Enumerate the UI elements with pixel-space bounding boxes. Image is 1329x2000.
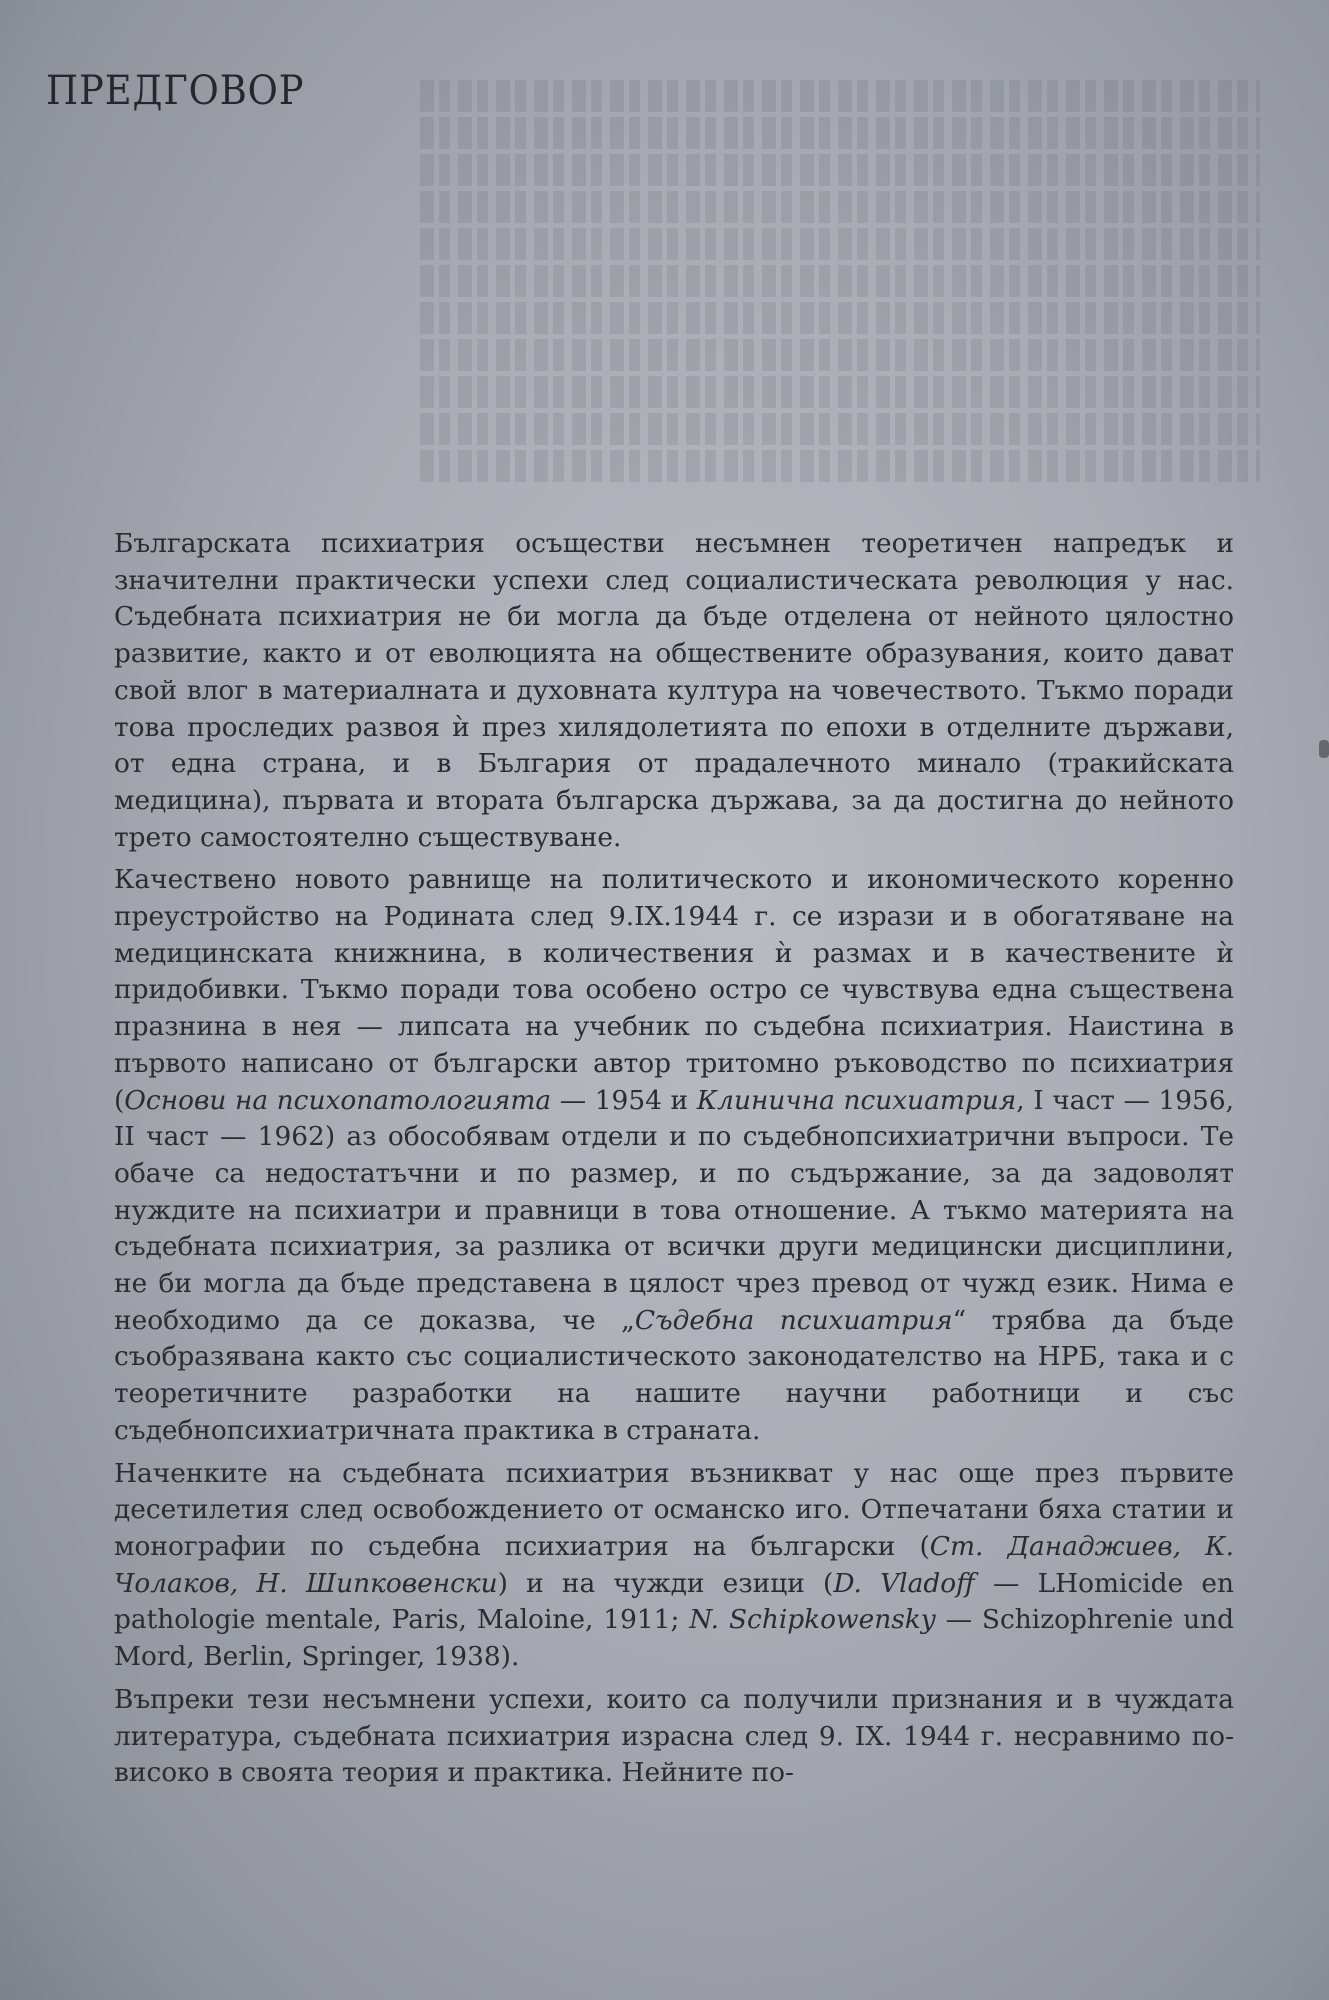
paragraph xyxy=(114,1682,1234,1792)
book-title: Основи на психопатологията xyxy=(124,1084,552,1116)
author-name: N. Schipkowensky xyxy=(689,1604,936,1636)
paragraph xyxy=(114,1456,1234,1676)
paragraph-text: Наченките на съдебната психиатрия възникват у нас още през първите десетилетия след освобождението от османско иго. Отпечатани бяха статии и монографии по съдебна психиатрия на български ( xyxy=(114,1457,1234,1562)
book-title: Клинична психиатрия xyxy=(696,1084,1017,1116)
paragraph xyxy=(114,526,1234,856)
page-mark xyxy=(1319,740,1329,758)
paragraph-text: Българската психиатрия осъществи несъмнен теоретичен напредък и значителни практически успехи след социалистическата революция у нас. Съдебната психиатрия не би могла да бъде отделена от нейното цялостно развитие, както и от еволюцията на обществените образувания, които дават свой влог в материалната и духовната култура на човечеството. Тъкмо поради това проследих развоя ѝ през хилядолетията по епохи в отделните държави, от една страна, и в България от прадалечното минало (тракийската медицина), първата и втората българска държава, за да достигна до нейното трето самостоятелно съществуване. xyxy=(114,528,1234,853)
paragraph-text: — 1954 и xyxy=(551,1084,697,1116)
page-title: ПРЕДГОВОР xyxy=(46,68,305,114)
paragraph-text: — Schizophrenie und Mord, Berlin, Springer, 1938). xyxy=(114,1604,1234,1673)
paragraph xyxy=(114,862,1234,1449)
paragraph-text: Въпреки тези несъмнени успехи, които са получили признания и в чуждата литература, съдебната психиатрия израсна след 9. IX. 1944 г. несравнимо по-високо в своята теория и практика. Нейните по- xyxy=(114,1683,1234,1789)
author-name: D. Vladoff xyxy=(833,1567,975,1599)
paragraph-text: ) и на чужди езици ( xyxy=(497,1567,834,1599)
author-names: Ст. Данаджиев, К. Чолаков, Н. Шипковенски xyxy=(114,1530,1234,1599)
show-through-text xyxy=(420,80,1260,500)
body-text xyxy=(114,526,1234,1792)
paragraph-text: “ трябва да бъде съобразявана както със социалистическото законодателство на НРБ, така и с теоретичните разработки на нашите научни работници и със съдебнопсихиатричната практика в страната. xyxy=(114,1304,1235,1446)
paragraph-text: Качествено новото равнище на политическото и икономическото коренно преустройство на Родината след 9.IX.1944 г. се изрази и в обогатяване на медицинската книжнина, в количествения ѝ размах и в качествените ѝ придобивки. Тъкмо поради това особено остро се чувствува една съществена празнина в нея — липсата на учебник по съдебна психиатрия. Наистина в първото написано от български автор тритомно ръководство по психиатрия ( xyxy=(114,864,1234,1116)
paragraph-text: , I част — 1956, II част — 1962) аз обособявам отдели и по съдебнопсихиатрични въпроси. Те обаче са недостатъчни и по размер, и по съдържание, за да задоволят нуждите на психиатри и правници в това отношение. А тъкмо материята на съдебната психиатрия, за разлика от всички други медицински дисциплини, не би могла да бъде представена в цялост чрез превод от чужд език. Нима е необходимо да се доказва, че „ xyxy=(114,1084,1235,1336)
paragraph-text: — LHomicide en pathologie mentale, Paris, Maloine, 1911; xyxy=(114,1567,1234,1636)
book-title: Съдебна психиатрия xyxy=(634,1304,953,1336)
